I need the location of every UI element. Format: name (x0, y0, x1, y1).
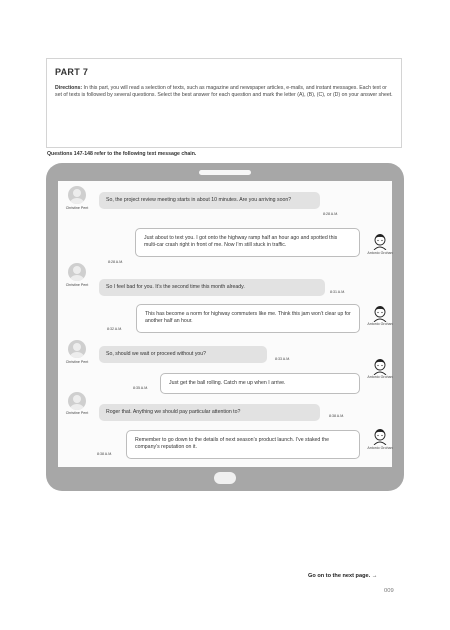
message-time: 8:28 A.M. (108, 260, 124, 264)
sender-name: Christine Pent (65, 283, 89, 287)
sender-name: Antonio Grohan (367, 375, 393, 379)
part-title: PART 7 (55, 67, 89, 77)
message-bubble: Just get the ball rolling. Catch me up when I arrive. (160, 373, 360, 394)
message-bubble: So, should we wait or proceed without you? (99, 346, 267, 363)
message-time: 8:28 A.M. (323, 212, 339, 216)
antonio-avatar-icon (371, 232, 389, 250)
christine-avatar-icon (68, 186, 86, 204)
sender-name: Antonio Grohan (367, 251, 393, 255)
questions-header: Questions 147-148 refer to the following text message chain. (47, 151, 197, 157)
christine-avatar-icon (68, 263, 86, 281)
message-bubble: So I feel bad for you. It’s the second time this month already. (99, 279, 325, 296)
home-button-icon (214, 472, 236, 484)
message-time: 8:32 A.M. (107, 327, 123, 331)
message-bubble: This has become a norm for highway commuters like me. Think this jam won’t clear up for another half an hour. (136, 304, 360, 333)
directions-label: Directions: (55, 85, 83, 91)
tablet-speaker (199, 170, 251, 175)
message-time: 8:35 A.M. (133, 386, 149, 390)
directions-body: In this part, you will read a selection of texts, such as magazine and newspaper articles, e-mails, and instant messages. Each text or set of texts is followed by several questions. Select the best answer for each question and mark the letter (A), (B), (C), or (D) on your answer sheet. (55, 85, 393, 99)
sender-name: Christine Pent (65, 411, 89, 415)
antonio-avatar-icon (371, 357, 389, 375)
page-number: 009 (384, 588, 394, 594)
sender-name: Antonio Grohan (367, 322, 393, 326)
christine-avatar-icon (68, 340, 86, 358)
message-time: 8:38 A.M. (329, 414, 345, 418)
christine-avatar-icon (68, 392, 86, 410)
directions-text (55, 85, 393, 100)
message-bubble: Remember to go down to the details of next season’s product launch. I’ve staked the company’s reputation on it. (126, 430, 360, 459)
sender-name: Christine Pent (65, 206, 89, 210)
message-time: 8:31 A.M. (330, 290, 346, 294)
message-time: 8:38 A.M. (97, 452, 113, 456)
message-time: 8:33 A.M. (275, 357, 291, 361)
sender-name: Antonio Grohan (367, 446, 393, 450)
message-bubble: So, the project review meeting starts in about 10 minutes. Are you arriving soon? (99, 192, 320, 209)
antonio-avatar-icon (371, 304, 389, 322)
antonio-avatar-icon (371, 427, 389, 445)
message-bubble: Just about to text you. I got onto the highway ramp half an hour ago and spotted this multi-car crash right in front of me. Now I’m still stuck in traffic. (135, 228, 360, 257)
directions-box (46, 58, 402, 148)
sender-name: Christine Pent (65, 360, 89, 364)
message-bubble: Roger that. Anything we should pay particular attention to? (99, 404, 320, 421)
next-page-note: Go on to the next page. → (308, 573, 378, 579)
